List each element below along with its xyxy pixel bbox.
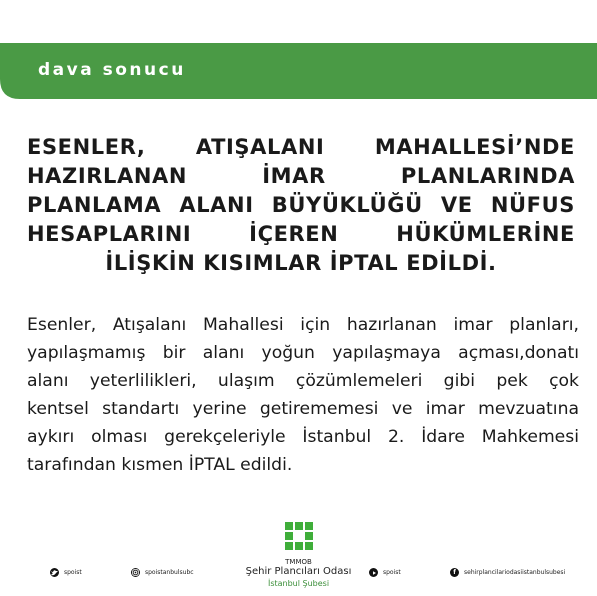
twitter-icon: [50, 568, 59, 577]
twitter-link[interactable]: [50, 568, 82, 577]
body-line: aykırı olması gerekçeleriyle İstanbul 2. İdare Mahkemesi: [27, 427, 579, 447]
org-logo: [273, 522, 324, 554]
instagram-icon: [131, 568, 140, 577]
headline-line: ESENLER, ATIŞALANI MAHALLESİ’NDE: [27, 135, 575, 159]
body-line: Esenler, Atışalanı Mahallesi için hazırlanan imar planları,: [27, 315, 579, 335]
instagram-handle: spoistanbulsubc: [145, 569, 194, 576]
youtube-link[interactable]: [369, 568, 401, 577]
org-abbr: TMMOB: [285, 558, 312, 566]
body-line: tarafından kısmen İPTAL edildi.: [27, 455, 293, 475]
facebook-icon: f: [450, 568, 459, 577]
body-text: [27, 311, 579, 479]
org-name: Şehir Plancıları Odası: [245, 566, 352, 577]
facebook-link[interactable]: [450, 568, 565, 577]
org-logo-mark: [285, 522, 313, 550]
headline-line: İLİŞKİN KISIMLAR İPTAL EDİLDİ.: [105, 251, 497, 275]
org-branch: İstanbul Şubesi: [267, 579, 330, 588]
twitter-handle: spoist: [64, 569, 82, 576]
headline-line: HESAPLARINI İÇEREN HÜKÜMLERİNE: [27, 222, 575, 246]
banner-label: dava sonucu: [38, 60, 186, 80]
body-line: alanı yeterlilikleri, ulaşım çözümlemeleri gibi pek çok: [27, 371, 579, 391]
facebook-handle: sehirplancilariodasiistanbulsubesi: [464, 569, 566, 576]
headline-line: PLANLAMA ALANI BÜYÜKLÜĞÜ VE NÜFUS: [27, 193, 575, 217]
instagram-link[interactable]: [131, 568, 194, 577]
youtube-icon: [369, 568, 378, 577]
body-line: yapılaşmamış bir alanı yoğun yapılaşmaya açması,donatı: [27, 343, 579, 363]
headline-line: HAZIRLANAN İMAR PLANLARINDA: [27, 164, 575, 188]
youtube-handle: spoist: [383, 569, 401, 576]
headline: [27, 133, 575, 278]
body-line: kentsel standartı yerine getirememesi ve imar mevzuatına: [27, 399, 579, 419]
